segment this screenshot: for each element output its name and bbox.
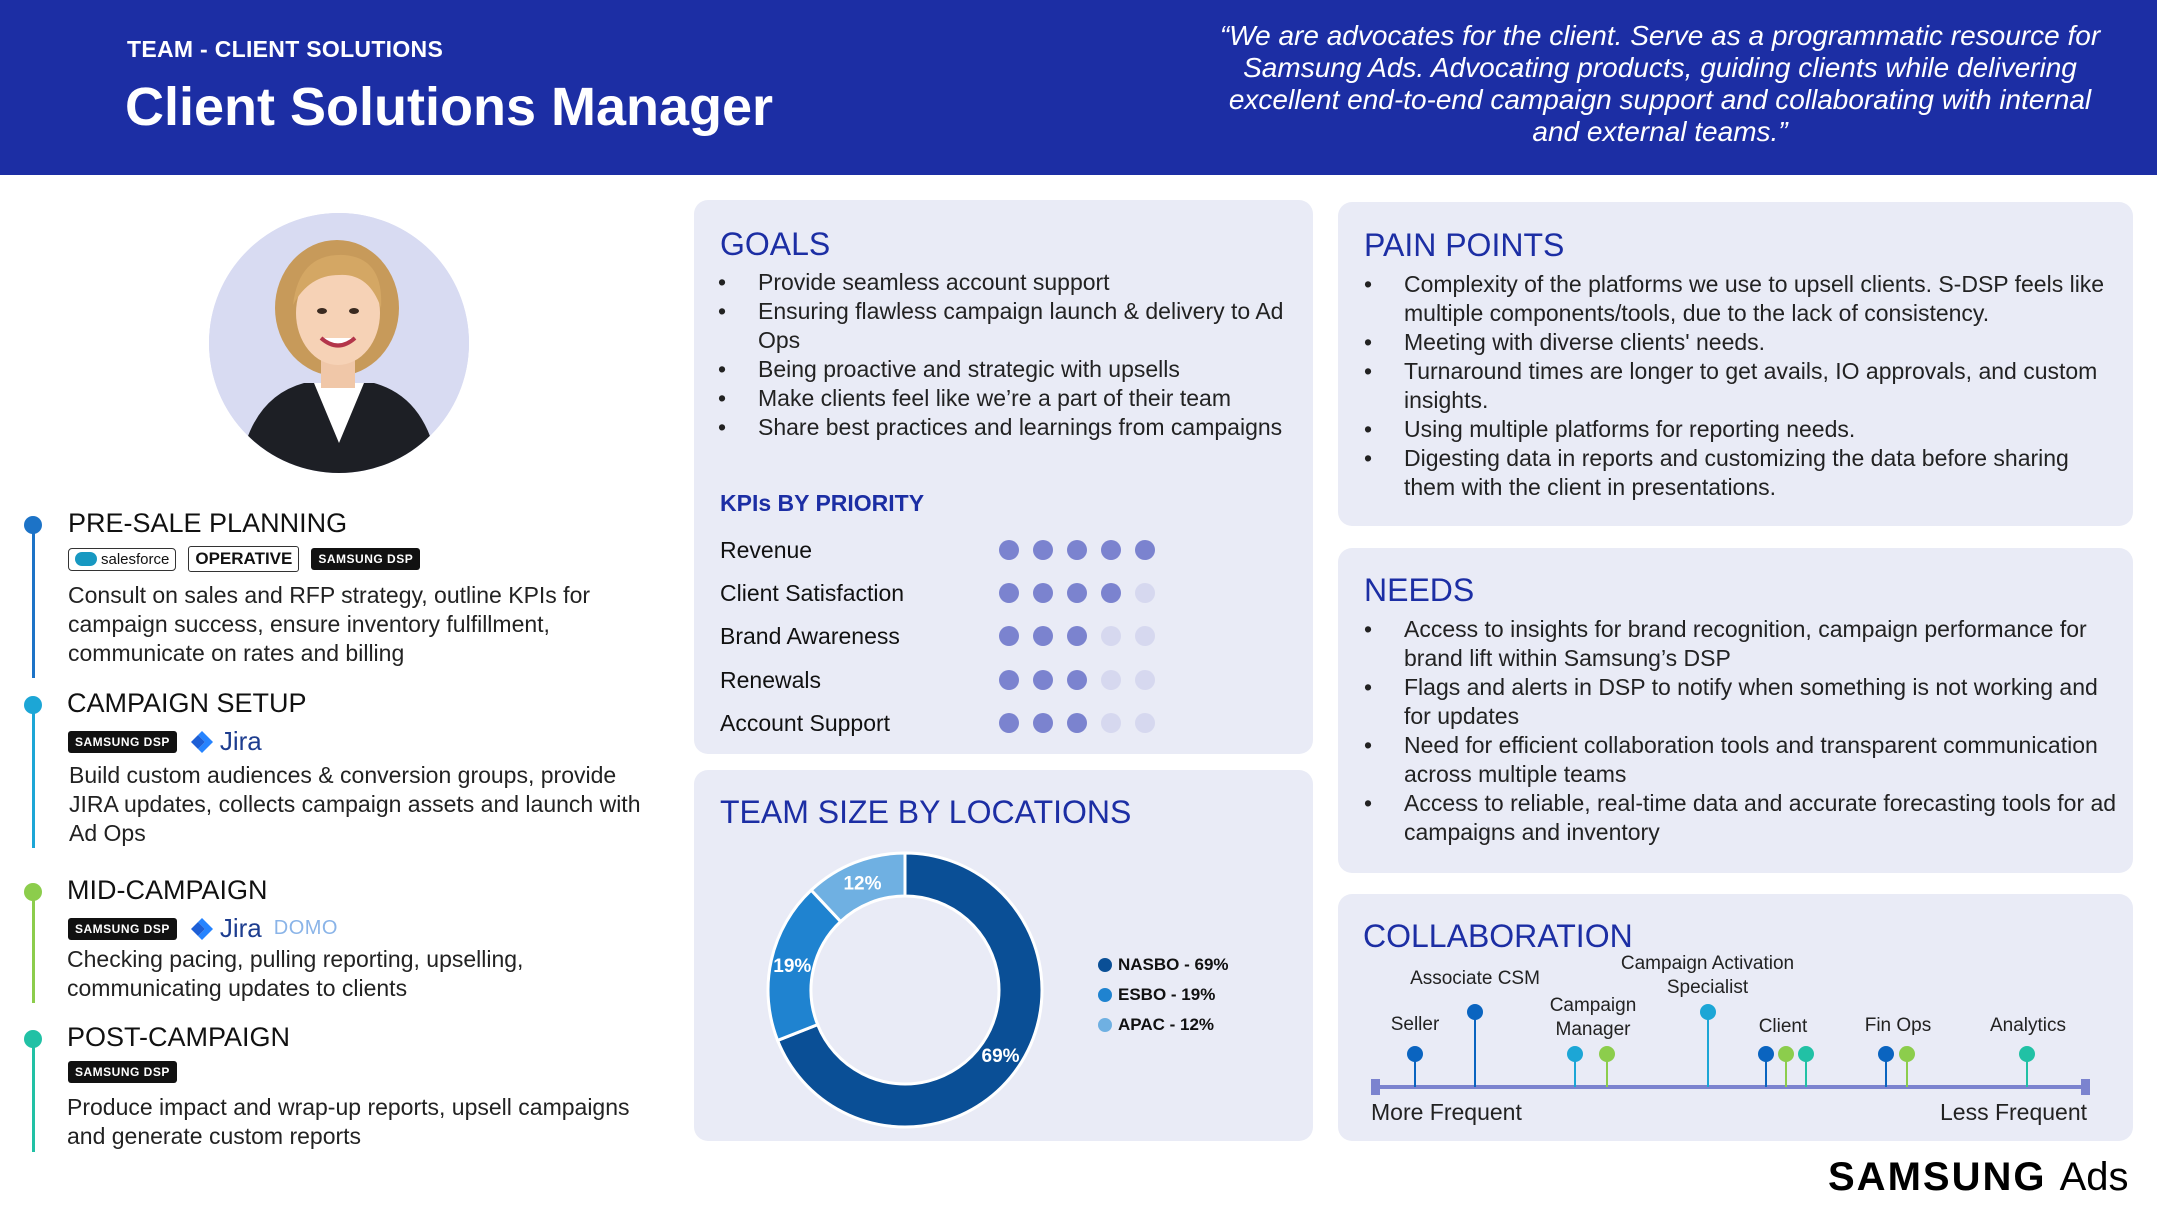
kpi-dot-filled [1067,713,1087,733]
pain-point-item: • Digesting data in reports and customizing the data before sharing them with the client in presentations. [1364,444,2119,502]
needs-title: NEEDS [1364,572,1475,608]
timeline-line [32,1040,35,1152]
goal-item: • Share best practices and learnings from campaigns [718,413,1308,442]
kpi-dot-empty [1135,670,1155,690]
stage-title: POST-CAMPAIGN [67,1022,291,1052]
kpi-dot-filled [999,540,1019,560]
jira-logo: Jira [189,726,262,757]
pin-fin-ops-1 [1878,1046,1894,1062]
kpi-label: Client Satisfaction [720,580,905,606]
pin-campaign-activation [1700,1004,1716,1020]
kpi-dot-filled [1135,540,1155,560]
kpi-dot-empty [1101,670,1121,690]
goals-list [718,268,1308,442]
samsung-dsp-logo: SAMSUNG DSP [68,731,177,753]
kpi-dot-empty [1101,626,1121,646]
donut-legend [1098,950,1229,1040]
jira-logo: Jira [189,913,262,944]
collab-label-seller: Seller [1390,1014,1440,1035]
stage-description: Consult on sales and RFP strategy, outline KPIs for campaign success, ensure inventory fulfillment, communicate on rates and billing [68,582,591,666]
pain-points-list [1364,270,2119,502]
scale-right-label: Less Frequent [1940,1099,2088,1125]
stage-title: CAMPAIGN SETUP [67,688,307,718]
pin-client-1 [1758,1046,1774,1062]
header-banner [0,0,2157,175]
team-label: TEAM - CLIENT SOLUTIONS [127,36,444,62]
kpi-dot-empty [1101,713,1121,733]
pin-fin-ops-2 [1899,1046,1915,1062]
page-title: Client Solutions Manager [125,77,774,137]
legend-item: APAC - 12% [1098,1010,1229,1040]
operative-logo: OPERATIVE [188,546,299,572]
kpi-rating [999,583,1155,603]
kpi-label: Account Support [720,710,891,736]
collab-label-fin-ops: Fin Ops [1864,1015,1932,1036]
kpi-label: Revenue [720,537,813,563]
kpi-dot-filled [1067,583,1087,603]
collab-label-client: Client [1758,1016,1808,1037]
kpi-dot-filled [1033,626,1053,646]
pain-point-item: • Using multiple platforms for reporting needs. [1364,415,2119,444]
team-size-title: TEAM SIZE BY LOCATIONS [720,794,1132,830]
kpi-dot-filled [1033,583,1053,603]
goals-title: GOALS [720,226,831,262]
kpi-dot-filled [1101,583,1121,603]
pin-associate-csm [1467,1004,1483,1020]
collab-label-analytics: Analytics [1989,1015,2067,1036]
kpi-dot-empty [1135,713,1155,733]
need-item: • Flags and alerts in DSP to notify when something is not working and for updates [1364,673,2119,731]
donut-slice-label: 12% [843,873,882,895]
samsung-dsp-logo: SAMSUNG DSP [68,918,177,940]
timeline-dot [24,1030,42,1048]
legend-item: NASBO - 69% [1098,950,1229,980]
timeline-line [32,526,35,678]
kpi-dot-filled [999,583,1019,603]
pain-point-item: • Meeting with diverse clients' needs. [1364,328,2119,357]
kpi-dot-filled [999,670,1019,690]
pin-stem [1474,1012,1476,1087]
cloud-icon [75,552,97,566]
kpi-dot-filled [1033,540,1053,560]
kpi-rating [999,670,1155,690]
kpi-dot-filled [1033,713,1053,733]
need-item: • Need for efficient collaboration tools and transparent communication across multiple teams [1364,731,2119,789]
pin-seller [1407,1046,1423,1062]
kpi-dot-filled [1067,626,1087,646]
goal-item: • Make clients feel like we’re a part of their team [718,384,1308,413]
goal-item: • Being proactive and strategic with upsells [718,355,1308,384]
collaboration-title: COLLABORATION [1363,918,1633,954]
donut-slice-label: 19% [773,955,812,977]
pin-campaign-manager [1567,1046,1583,1062]
kpi-dot-filled [1033,670,1053,690]
kpi-label: Renewals [720,667,821,693]
jira-icon [189,729,215,755]
stage-description: Produce impact and wrap-up reports, upsell campaigns and generate custom reports [67,1094,630,1149]
collab-label-campaign-manager: Campaign Manager [1549,995,1637,1040]
stage-description: Build custom audiences & conversion groups, provide JIRA updates, collects campaign assets and launch with Ad Ops [69,762,641,846]
axis-cap-right [2081,1079,2090,1095]
pin-stem [1707,1012,1709,1087]
stage-tools [68,546,420,572]
kpi-dot-empty [1135,626,1155,646]
kpi-rating [999,626,1155,646]
goal-item: • Ensuring flawless campaign launch & delivery to Ad Ops [718,297,1308,355]
stage-title: MID-CAMPAIGN [67,875,268,905]
samsung-dsp-logo: SAMSUNG DSP [311,548,420,570]
stage-description: Checking pacing, pulling reporting, upselling, communicating updates to clients [67,946,524,1001]
pain-points-title: PAIN POINTS [1364,227,1565,263]
collab-label-associate-csm: Associate CSM [1410,968,1540,989]
kpi-title: KPIs BY PRIORITY [720,490,925,516]
pain-point-item: • Turnaround times are longer to get avails, IO approvals, and custom insights. [1364,357,2119,415]
stage-title: PRE-SALE PLANNING [68,508,348,538]
pin-campaign-manager-2 [1599,1046,1615,1062]
kpi-dot-filled [1067,540,1087,560]
pin-analytics [2019,1046,2035,1062]
timeline-dot [24,516,42,534]
goal-item: • Provide seamless account support [718,268,1308,297]
pain-point-item: • Complexity of the platforms we use to upsell clients. S-DSP feels like multiple components/tools, due to the lack of consistency. [1364,270,2119,328]
pin-client-2 [1778,1046,1794,1062]
timeline-line [32,706,35,848]
persona-quote: “We are advocates for the client. Serve as a programmatic resource for Samsung Ads. Advocating products, guiding clients while delivering excellent end-to-end campaign support and collaborating with internal and external teams.” [1219,20,2101,147]
salesforce-logo: salesforce [68,548,176,571]
kpi-dot-filled [999,713,1019,733]
stage-tools [68,1061,177,1083]
kpi-dot-filled [1067,670,1087,690]
needs-list [1364,615,2119,847]
frequency-axis [1374,1085,2086,1089]
timeline-line [32,893,35,1003]
kpi-dot-filled [1101,540,1121,560]
pin-client-3 [1798,1046,1814,1062]
need-item: • Access to reliable, real-time data and accurate forecasting tools for ad campaigns and inventory [1364,789,2119,847]
donut-slice-label: 69% [981,1045,1020,1067]
persona-photo-icon [209,213,469,473]
domo-logo: DOMO [273,917,338,939]
axis-cap-left [1371,1079,1380,1095]
kpi-dot-filled [999,626,1019,646]
samsung-ads-logo: SAMSUNG Ads [1828,1155,2129,1199]
kpi-rating [999,713,1155,733]
team-size-donut-chart [760,845,1050,1135]
scale-left-label: More Frequent [1371,1099,1522,1125]
timeline-dot [24,883,42,901]
kpi-label: Brand Awareness [720,623,900,649]
kpi-rating [999,540,1155,560]
avatar [209,213,469,473]
collab-label-campaign-activation: Campaign Activation Specialist [1620,953,1795,998]
legend-item: ESBO - 19% [1098,980,1229,1010]
jira-icon [189,916,215,942]
stage-tools [68,913,338,944]
samsung-dsp-logo: SAMSUNG DSP [68,1061,177,1083]
need-item: • Access to insights for brand recognition, campaign performance for brand lift within Samsung’s DSP [1364,615,2119,673]
kpi-dot-empty [1135,583,1155,603]
timeline-dot [24,696,42,714]
stage-tools [68,726,262,757]
